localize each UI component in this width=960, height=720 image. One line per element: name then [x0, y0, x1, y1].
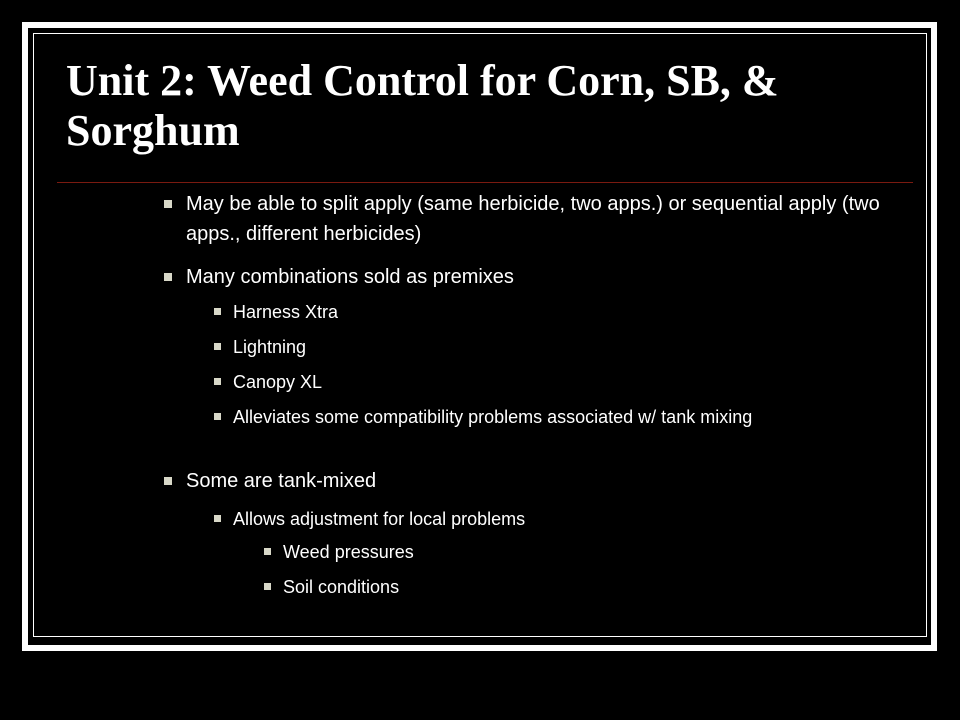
bullet-item-local-problems — [233, 505, 873, 533]
square-bullet-icon — [164, 273, 172, 281]
bullet-item-premixes — [186, 262, 886, 292]
bullet-text: Canopy XL — [233, 372, 323, 392]
bullet-item-canopy-xl — [233, 368, 873, 396]
square-bullet-icon — [214, 308, 221, 315]
bullet-text: Harness Xtra — [233, 302, 339, 322]
square-bullet-icon — [164, 200, 172, 208]
bullet-item-harness-xtra — [233, 298, 873, 326]
bullet-text: Many combinations sold as premixes — [186, 266, 514, 288]
square-bullet-icon — [264, 583, 271, 590]
bullet-text: Some are tank-mixed — [186, 470, 377, 492]
bullet-item-weed-pressures — [283, 538, 843, 566]
square-bullet-icon — [214, 343, 221, 350]
bullet-text: Weed pressures — [283, 542, 414, 562]
square-bullet-icon — [164, 477, 172, 485]
square-bullet-icon — [264, 548, 271, 555]
square-bullet-icon — [214, 413, 221, 420]
square-bullet-icon — [214, 515, 221, 522]
bullet-text: Soil conditions — [283, 577, 400, 597]
bullet-item-tank-mixed — [186, 466, 886, 496]
bullet-text: Lightning — [233, 337, 307, 357]
bullet-text: Alleviates some compatibility problems associated w/ tank mixing — [233, 407, 753, 427]
slide-title: Unit 2: Weed Control for Corn, SB, & Sorghum — [66, 56, 779, 155]
bullet-text: Allows adjustment for local problems — [233, 509, 526, 529]
square-bullet-icon — [214, 378, 221, 385]
bullet-item-soil-conditions — [283, 573, 843, 601]
bullet-item-lightning — [233, 333, 873, 361]
bullet-text: May be able to split apply (same herbicide, two apps.) or sequential apply (two apps., different herbicides) — [186, 193, 880, 245]
bullet-item-compatibility — [233, 403, 873, 431]
bullet-item-split-apply — [186, 189, 886, 249]
